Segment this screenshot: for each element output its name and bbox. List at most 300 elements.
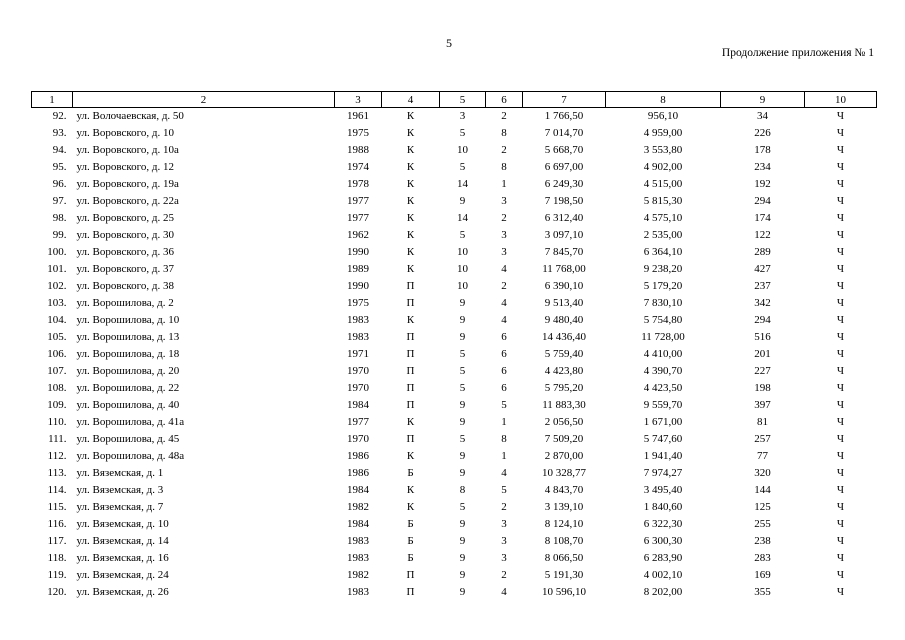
table-body — [32, 108, 877, 602]
total-area-cell: 10 596,10 — [542, 586, 586, 598]
living-area-cell: 4 390,70 — [643, 365, 683, 377]
floors-cell: 9 — [459, 518, 466, 530]
total-area-cell: 6 249,30 — [544, 178, 584, 190]
table-row — [32, 329, 877, 346]
material-cell: П — [406, 569, 415, 581]
table-row — [32, 516, 877, 533]
entrances-cell: 2 — [501, 144, 507, 156]
living-area-cell: 4 002,10 — [643, 569, 683, 581]
table-row — [32, 431, 877, 448]
year-cell: 1984 — [347, 484, 369, 496]
entrances-cell: 1 — [501, 416, 507, 428]
floors-cell: 5 — [459, 365, 466, 377]
row-number: 99. — [52, 229, 67, 241]
material-cell: К — [406, 212, 415, 224]
entrances-cell: 5 — [501, 484, 507, 496]
table-row — [32, 193, 877, 210]
residents-cell: 294 — [754, 195, 771, 207]
column-header: 4 — [382, 92, 440, 108]
material-cell: П — [406, 382, 415, 394]
year-cell: 1983 — [347, 331, 369, 343]
entrances-cell: 4 — [501, 297, 507, 309]
ownership-cell: Ч — [836, 127, 845, 139]
year-cell: 1983 — [347, 586, 369, 598]
living-area-cell: 11 728,00 — [641, 331, 685, 343]
ownership-cell: Ч — [836, 314, 845, 326]
row-number: 113. — [47, 467, 67, 479]
residents-cell: 320 — [754, 467, 771, 479]
year-cell: 1982 — [347, 501, 369, 513]
material-cell: К — [406, 144, 415, 156]
total-area-cell: 4 423,80 — [544, 365, 584, 377]
total-area-cell: 11 768,00 — [542, 263, 586, 275]
address-cell: ул. Воровского, д. 22а — [76, 195, 179, 207]
living-area-cell: 5 179,20 — [643, 280, 683, 292]
entrances-cell: 6 — [501, 365, 507, 377]
year-cell: 1988 — [347, 144, 369, 156]
living-area-cell: 4 515,00 — [643, 178, 683, 190]
living-area-cell: 2 535,00 — [643, 229, 683, 241]
entrances-cell: 8 — [501, 161, 507, 173]
total-area-cell: 9 480,40 — [544, 314, 584, 326]
table-row — [32, 125, 877, 142]
address-cell: ул. Вяземская, д. 10 — [76, 518, 169, 530]
row-number: 102. — [47, 280, 67, 292]
address-cell: ул. Воровского, д. 37 — [76, 263, 174, 275]
address-cell: ул. Воровского, д. 36 — [76, 246, 174, 258]
total-area-cell: 9 513,40 — [544, 297, 584, 309]
total-area-cell: 6 697,00 — [544, 161, 584, 173]
floors-cell: 8 — [459, 484, 466, 496]
total-area-cell: 10 328,77 — [542, 467, 586, 479]
entrances-cell: 3 — [501, 246, 507, 258]
residents-cell: 257 — [754, 433, 771, 445]
year-cell: 1983 — [347, 535, 369, 547]
material-cell: Б — [407, 518, 414, 530]
table-row — [32, 499, 877, 516]
year-cell: 1977 — [347, 195, 369, 207]
floors-cell: 9 — [459, 535, 466, 547]
material-cell: Б — [407, 467, 414, 479]
entrances-cell: 2 — [501, 110, 507, 122]
address-cell: ул. Вяземская, д. 7 — [76, 501, 164, 513]
residents-cell: 125 — [754, 501, 771, 513]
ownership-cell: Ч — [836, 450, 845, 462]
year-cell: 1978 — [347, 178, 369, 190]
floors-cell: 5 — [459, 127, 466, 139]
table-row — [32, 380, 877, 397]
row-number: 93. — [52, 127, 67, 139]
table-row — [32, 550, 877, 567]
ownership-cell: Ч — [836, 501, 845, 513]
total-area-cell: 14 436,40 — [542, 331, 586, 343]
address-cell: ул. Ворошилова, д. 48а — [76, 450, 185, 462]
floors-cell: 10 — [457, 144, 468, 156]
row-number: 116. — [47, 518, 67, 530]
total-area-cell: 7 845,70 — [544, 246, 584, 258]
row-number: 105. — [47, 331, 67, 343]
address-cell: ул. Воровского, д. 25 — [76, 212, 174, 224]
table-row — [32, 482, 877, 499]
entrances-cell: 4 — [501, 314, 507, 326]
living-area-cell: 6 300,30 — [643, 535, 683, 547]
page-number: 5 — [446, 36, 452, 50]
ownership-cell: Ч — [836, 433, 845, 445]
row-number: 101. — [47, 263, 67, 275]
year-cell: 1983 — [347, 314, 369, 326]
residents-cell: 237 — [754, 280, 771, 292]
ownership-cell: Ч — [836, 212, 845, 224]
ownership-cell: Ч — [836, 229, 845, 241]
residents-cell: 169 — [754, 569, 771, 581]
residents-cell: 397 — [754, 399, 771, 411]
living-area-cell: 5 815,30 — [643, 195, 683, 207]
column-header: 5 — [440, 92, 486, 108]
row-number: 119. — [47, 569, 67, 581]
living-area-cell: 1 840,60 — [643, 501, 683, 513]
row-number: 111. — [48, 433, 67, 445]
row-number: 115. — [47, 501, 67, 513]
total-area-cell: 8 108,70 — [544, 535, 584, 547]
year-cell: 1989 — [347, 263, 369, 275]
table-row — [32, 448, 877, 465]
floors-cell: 5 — [459, 229, 466, 241]
living-area-cell: 7 830,10 — [643, 297, 683, 309]
year-cell: 1984 — [347, 399, 369, 411]
living-area-cell: 4 410,00 — [643, 348, 683, 360]
floors-cell: 9 — [459, 399, 466, 411]
address-cell: ул. Волочаевская, д. 50 — [76, 110, 184, 122]
total-area-cell: 3 139,10 — [544, 501, 584, 513]
column-header: 3 — [335, 92, 382, 108]
row-number: 97. — [52, 195, 67, 207]
entrances-cell: 1 — [501, 450, 507, 462]
year-cell: 1975 — [347, 127, 369, 139]
residents-cell: 289 — [754, 246, 771, 258]
material-cell: Б — [407, 552, 414, 564]
total-area-cell: 2 056,50 — [544, 416, 584, 428]
floors-cell: 5 — [459, 501, 466, 513]
total-area-cell: 6 390,10 — [544, 280, 584, 292]
ownership-cell: Ч — [836, 144, 845, 156]
material-cell: К — [406, 127, 415, 139]
address-cell: ул. Ворошилова, д. 22 — [76, 382, 180, 394]
material-cell: П — [406, 365, 415, 377]
residents-cell: 227 — [754, 365, 771, 377]
address-cell: ул. Вяземская, д. 26 — [76, 586, 169, 598]
residents-cell: 144 — [754, 484, 771, 496]
row-number: 120. — [47, 586, 67, 598]
ownership-cell: Ч — [836, 246, 845, 258]
material-cell: К — [406, 484, 415, 496]
residents-cell: 198 — [754, 382, 771, 394]
address-cell: ул. Воровского, д. 10а — [76, 144, 179, 156]
residents-cell: 427 — [754, 263, 771, 275]
material-cell: П — [406, 331, 415, 343]
living-area-cell: 6 283,90 — [643, 552, 683, 564]
material-cell: П — [406, 280, 415, 292]
entrances-cell: 6 — [501, 382, 507, 394]
ownership-cell: Ч — [836, 365, 845, 377]
floors-cell: 5 — [459, 161, 466, 173]
address-cell: ул. Вяземская, д. 3 — [76, 484, 164, 496]
floors-cell: 5 — [459, 433, 466, 445]
ownership-cell: Ч — [836, 110, 845, 122]
address-cell: ул. Воровского, д. 12 — [76, 161, 174, 173]
row-number: 110. — [47, 416, 67, 428]
address-cell: ул. Ворошилова, д. 18 — [76, 348, 180, 360]
floors-cell: 9 — [459, 450, 466, 462]
table-row — [32, 397, 877, 414]
ownership-cell: Ч — [836, 348, 845, 360]
address-cell: ул. Воровского, д. 38 — [76, 280, 174, 292]
residents-cell: 516 — [754, 331, 771, 343]
year-cell: 1977 — [347, 212, 369, 224]
material-cell: К — [406, 195, 415, 207]
table-row — [32, 346, 877, 363]
residents-cell: 238 — [754, 535, 771, 547]
row-number: 95. — [52, 161, 67, 173]
entrances-cell: 3 — [501, 518, 507, 530]
row-number: 107. — [47, 365, 67, 377]
entrances-cell: 8 — [501, 127, 507, 139]
table-row — [32, 261, 877, 278]
year-cell: 1986 — [347, 450, 369, 462]
address-cell: ул. Воровского, д. 30 — [76, 229, 174, 241]
table-row — [32, 567, 877, 584]
residents-cell: 201 — [754, 348, 771, 360]
address-cell: ул. Вяземская, д. 14 — [76, 535, 169, 547]
material-cell: К — [406, 110, 415, 122]
floors-cell: 10 — [457, 246, 468, 258]
year-cell: 1971 — [347, 348, 369, 360]
total-area-cell: 6 312,40 — [544, 212, 584, 224]
row-number: 108. — [47, 382, 67, 394]
residents-cell: 226 — [754, 127, 771, 139]
total-area-cell: 7 198,50 — [544, 195, 584, 207]
living-area-cell: 5 747,60 — [643, 433, 683, 445]
material-cell: П — [406, 399, 415, 411]
floors-cell: 9 — [459, 467, 466, 479]
entrances-cell: 4 — [501, 586, 507, 598]
row-number: 118. — [47, 552, 67, 564]
table-row — [32, 465, 877, 482]
floors-cell: 14 — [457, 212, 468, 224]
living-area-cell: 5 754,80 — [643, 314, 683, 326]
row-number: 117. — [47, 535, 67, 547]
entrances-cell: 3 — [501, 552, 507, 564]
column-header: 7 — [523, 92, 606, 108]
floors-cell: 9 — [459, 195, 466, 207]
floors-cell: 9 — [459, 416, 466, 428]
ownership-cell: Ч — [836, 552, 845, 564]
column-header: 9 — [721, 92, 805, 108]
appendix-continuation-label: Продолжение приложения № 1 — [721, 47, 874, 59]
residents-cell: 355 — [754, 586, 771, 598]
material-cell: К — [406, 314, 415, 326]
ownership-cell: Ч — [836, 297, 845, 309]
living-area-cell: 4 423,50 — [643, 382, 683, 394]
ownership-cell: Ч — [836, 195, 845, 207]
table-row — [32, 312, 877, 329]
total-area-cell: 3 097,10 — [544, 229, 584, 241]
address-cell: ул. Ворошилова, д. 13 — [76, 331, 180, 343]
row-number: 104. — [47, 314, 67, 326]
entrances-cell: 2 — [501, 569, 507, 581]
table-row — [32, 244, 877, 261]
address-cell: ул. Ворошилова, д. 20 — [76, 365, 180, 377]
ownership-cell: Ч — [836, 467, 845, 479]
ownership-cell: Ч — [836, 535, 845, 547]
address-cell: ул. Вяземская, д. 24 — [76, 569, 169, 581]
address-cell: ул. Вяземская, д. 1 — [76, 467, 164, 479]
address-cell: ул. Вяземская, д. 16 — [76, 552, 169, 564]
living-area-cell: 4 959,00 — [643, 127, 683, 139]
material-cell: К — [406, 229, 415, 241]
total-area-cell: 2 870,00 — [544, 450, 584, 462]
ownership-cell: Ч — [836, 399, 845, 411]
row-number: 103. — [47, 297, 67, 309]
year-cell: 1990 — [347, 280, 369, 292]
table-row — [32, 278, 877, 295]
entrances-cell: 6 — [501, 348, 507, 360]
row-number: 94. — [52, 144, 67, 156]
material-cell: К — [406, 263, 415, 275]
table-row — [32, 533, 877, 550]
address-cell: ул. Воровского, д. 10 — [76, 127, 174, 139]
row-number: 112. — [47, 450, 67, 462]
total-area-cell: 4 843,70 — [544, 484, 584, 496]
total-area-cell: 5 191,30 — [544, 569, 584, 581]
residents-cell: 34 — [757, 110, 768, 122]
material-cell: К — [406, 501, 415, 513]
material-cell: К — [406, 450, 415, 462]
year-cell: 1962 — [347, 229, 369, 241]
table-row — [32, 159, 877, 176]
total-area-cell: 11 883,30 — [542, 399, 586, 411]
floors-cell: 9 — [459, 297, 466, 309]
entrances-cell: 1 — [501, 178, 507, 190]
material-cell: П — [406, 433, 415, 445]
address-cell: ул. Ворошилова, д. 40 — [76, 399, 180, 411]
address-cell: ул. Ворошилова, д. 45 — [76, 433, 180, 445]
row-number: 106. — [47, 348, 67, 360]
residents-cell: 342 — [754, 297, 771, 309]
living-area-cell: 4 575,10 — [643, 212, 683, 224]
table-row — [32, 176, 877, 193]
row-number: 98. — [52, 212, 67, 224]
living-area-cell: 3 553,80 — [643, 144, 683, 156]
living-area-cell: 1 671,00 — [643, 416, 683, 428]
entrances-cell: 2 — [501, 280, 507, 292]
year-cell: 1961 — [347, 110, 369, 122]
ownership-cell: Ч — [836, 178, 845, 190]
year-cell: 1984 — [347, 518, 369, 530]
material-cell: П — [406, 348, 415, 360]
total-area-cell: 5 759,40 — [544, 348, 584, 360]
material-cell: К — [406, 416, 415, 428]
year-cell: 1990 — [347, 246, 369, 258]
entrances-cell: 2 — [501, 212, 507, 224]
living-area-cell: 8 202,00 — [643, 586, 683, 598]
entrances-cell: 3 — [501, 229, 507, 241]
floors-cell: 9 — [459, 314, 466, 326]
row-number: 100. — [47, 246, 67, 258]
year-cell: 1970 — [347, 433, 369, 445]
material-cell: П — [406, 297, 415, 309]
address-cell: ул. Воровского, д. 19а — [76, 178, 179, 190]
year-cell: 1970 — [347, 382, 369, 394]
column-header: 2 — [73, 92, 335, 108]
table-row — [32, 414, 877, 431]
entrances-cell: 3 — [501, 195, 507, 207]
row-number: 114. — [47, 484, 67, 496]
ownership-cell: Ч — [836, 569, 845, 581]
address-cell: ул. Ворошилова, д. 2 — [76, 297, 174, 309]
ownership-cell: Ч — [836, 484, 845, 496]
header-row — [32, 92, 877, 108]
material-cell: К — [406, 161, 415, 173]
residents-cell: 122 — [754, 229, 771, 241]
floors-cell: 14 — [457, 178, 468, 190]
residents-cell: 77 — [757, 450, 768, 462]
living-area-cell: 9 559,70 — [643, 399, 683, 411]
year-cell: 1974 — [347, 161, 369, 173]
material-cell: П — [406, 586, 415, 598]
entrances-cell: 5 — [501, 399, 507, 411]
buildings-table — [31, 91, 877, 601]
total-area-cell: 7 014,70 — [544, 127, 584, 139]
entrances-cell: 4 — [501, 263, 507, 275]
living-area-cell: 1 941,40 — [643, 450, 683, 462]
material-cell: К — [406, 178, 415, 190]
column-header: 10 — [805, 92, 877, 108]
floors-cell: 5 — [459, 382, 466, 394]
ownership-cell: Ч — [836, 280, 845, 292]
address-cell: ул. Ворошилова, д. 41а — [76, 416, 185, 428]
year-cell: 1970 — [347, 365, 369, 377]
entrances-cell: 8 — [501, 433, 507, 445]
floors-cell: 10 — [457, 280, 468, 292]
column-header: 1 — [32, 92, 73, 108]
residents-cell: 178 — [754, 144, 771, 156]
floors-cell: 9 — [459, 552, 466, 564]
table-row — [32, 227, 877, 244]
ownership-cell: Ч — [836, 161, 845, 173]
entrances-cell: 3 — [501, 535, 507, 547]
year-cell: 1977 — [347, 416, 369, 428]
total-area-cell: 5 795,20 — [544, 382, 584, 394]
year-cell: 1986 — [347, 467, 369, 479]
living-area-cell: 7 974,27 — [643, 467, 683, 479]
residents-cell: 81 — [757, 416, 768, 428]
row-number: 109. — [47, 399, 67, 411]
residents-cell: 283 — [754, 552, 771, 564]
floors-cell: 9 — [459, 331, 466, 343]
residents-cell: 294 — [754, 314, 771, 326]
total-area-cell: 1 766,50 — [544, 110, 584, 122]
entrances-cell: 2 — [501, 501, 507, 513]
material-cell: К — [406, 246, 415, 258]
ownership-cell: Ч — [836, 586, 845, 598]
entrances-cell: 4 — [501, 467, 507, 479]
floors-cell: 9 — [459, 569, 466, 581]
row-number: 96. — [52, 178, 67, 190]
total-area-cell: 7 509,20 — [544, 433, 584, 445]
ownership-cell: Ч — [836, 382, 845, 394]
column-header: 8 — [606, 92, 721, 108]
table-row — [32, 108, 877, 126]
